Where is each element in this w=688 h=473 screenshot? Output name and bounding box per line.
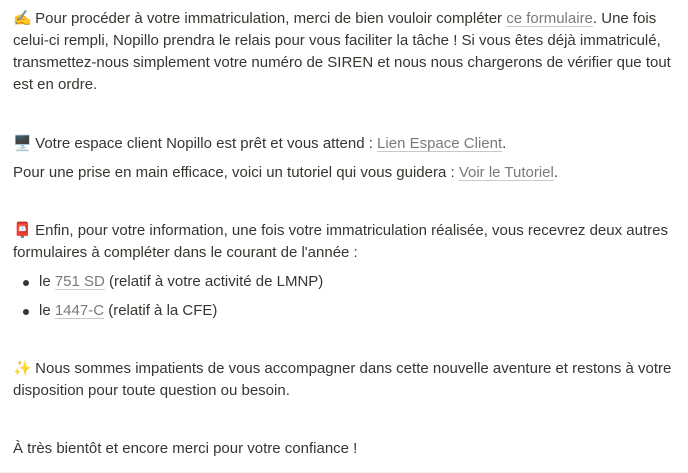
form-link[interactable]: ce formulaire [506, 10, 593, 27]
paragraph-text: . Une fois celui-ci rempli, Nopillo prendra le relais pour vous faciliter la tâche ! Si vous êtes déjà immatriculé, transmettez-nous simplement votre numéro de SIREN et nous nous chargerons de vérifier que tout est en ordre. [13, 10, 671, 93]
paragraph-text: Enfin, pour votre information, une fois votre immatriculation réalisée, vous recevrez deux autres formulaires à compléter dans le courant de l'année : [13, 222, 668, 261]
desktop-computer-emoji-icon: 🖥️ [13, 135, 32, 152]
list-item [13, 300, 217, 322]
list-item-prefix: le [39, 273, 55, 290]
form-1447c-link[interactable]: 1447-C [54, 302, 105, 319]
forms-list [13, 300, 217, 322]
forms-list [13, 271, 323, 293]
paragraph-text: Pour procéder à votre immatriculation, merci de bien vouloir compléter [31, 10, 507, 27]
paragraph-text: Votre espace client Nopillo est prêt et vous attend : [31, 135, 378, 152]
list-item-prefix: le [39, 302, 55, 319]
bullet-icon [23, 309, 29, 315]
paragraph-tutorial [13, 162, 673, 184]
sparkles-emoji-icon: ✨ [13, 360, 32, 377]
writing-hand-emoji-icon: ✍️ [13, 10, 32, 27]
list-item [13, 271, 323, 293]
paragraph-registration [13, 8, 673, 96]
paragraph-text: Pour une prise en main efficace, voici un tutoriel qui vous guidera : [13, 164, 459, 181]
paragraph-client-space [13, 133, 673, 155]
paragraph-text: . [553, 164, 559, 181]
form-751sd-link[interactable]: 751 SD [54, 273, 105, 290]
tutorial-link[interactable]: Voir le Tutoriel [458, 164, 554, 181]
paragraph-forms-info [13, 220, 673, 264]
paragraph-text: . [502, 135, 507, 152]
postbox-emoji-icon: 📮 [13, 222, 32, 239]
client-space-link[interactable]: Lien Espace Client [377, 135, 503, 152]
list-item-suffix: (relatif à la CFE) [104, 302, 218, 319]
paragraph-closing [13, 438, 673, 460]
paragraph-text: Nous sommes impatients de vous accompagner dans cette nouvelle aventure et restons à votre disposition pour toute question ou besoin. [13, 360, 672, 399]
list-item-suffix: (relatif à votre activité de LMNP) [104, 273, 324, 290]
paragraph-support [13, 358, 673, 402]
paragraph-text: À très bientôt et encore merci pour votre confiance ! [13, 440, 358, 457]
bullet-icon [23, 280, 29, 286]
